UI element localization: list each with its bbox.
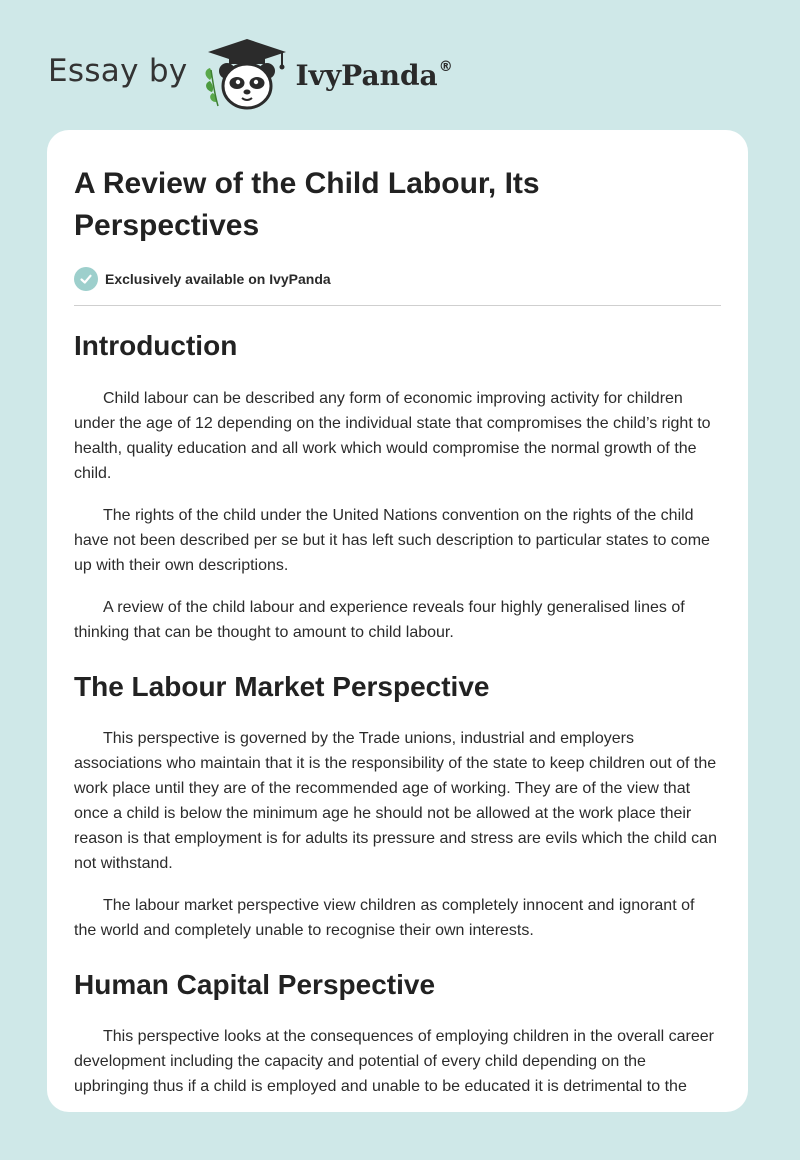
paragraph: The rights of the child under the United Nations convention on the rights of the child have not been described per se but it has left such description to particular states to come up with their own descriptions. [74, 507, 710, 574]
paragraph: This perspective is governed by the Trade unions, industrial and employers associations who maintain that it is the responsibility of the state to keep children out of the work place until they are of the recommended age of working. They are of the view that once a child is below the minimum age he should not be allowed at the work place their reason is that employment is for adults its pressure and stress are evils which the child can not withstand. [74, 730, 717, 872]
article-card [47, 130, 748, 1112]
paragraph: The labour market perspective view children as completely innocent and ignorant of the world and completely unable to recognise their own interests. [74, 897, 695, 939]
registered-mark: ® [438, 58, 453, 75]
brand-name[interactable]: IvyPanda® [295, 58, 453, 92]
exclusive-badge [74, 267, 721, 291]
exclusive-label: Exclusively available on IvyPanda [105, 271, 331, 287]
paragraph: This perspective looks at the consequences of employing children in the overall career development including the capacity and potential of every child depending on the upbringing thus if a child is employed and unable to be educated it is detrimental to the [74, 1028, 714, 1095]
section-heading-labour-market: The Labour Market Perspective [74, 671, 490, 702]
site-header [48, 34, 453, 114]
panda-logo-icon[interactable] [202, 36, 292, 112]
essay-by-label: Essay by [48, 53, 188, 89]
paragraph: Child labour can be described any form of economic improving activity for children under the age of 12 depending on the individual state that compromises the child’s right to health, quality education and all work which would compromise the normal growth of the child. [74, 390, 711, 482]
paragraph: A review of the child labour and experience reveals four highly generalised lines of thinking that can be thought to amount to child labour. [74, 599, 685, 641]
section-heading-human-capital: Human Capital Perspective [74, 969, 436, 1000]
section-heading-introduction: Introduction [74, 330, 238, 361]
title-divider [74, 305, 721, 306]
article-title: A Review of the Child Labour, Its Perspectives [74, 167, 540, 242]
check-circle-icon [74, 267, 98, 291]
